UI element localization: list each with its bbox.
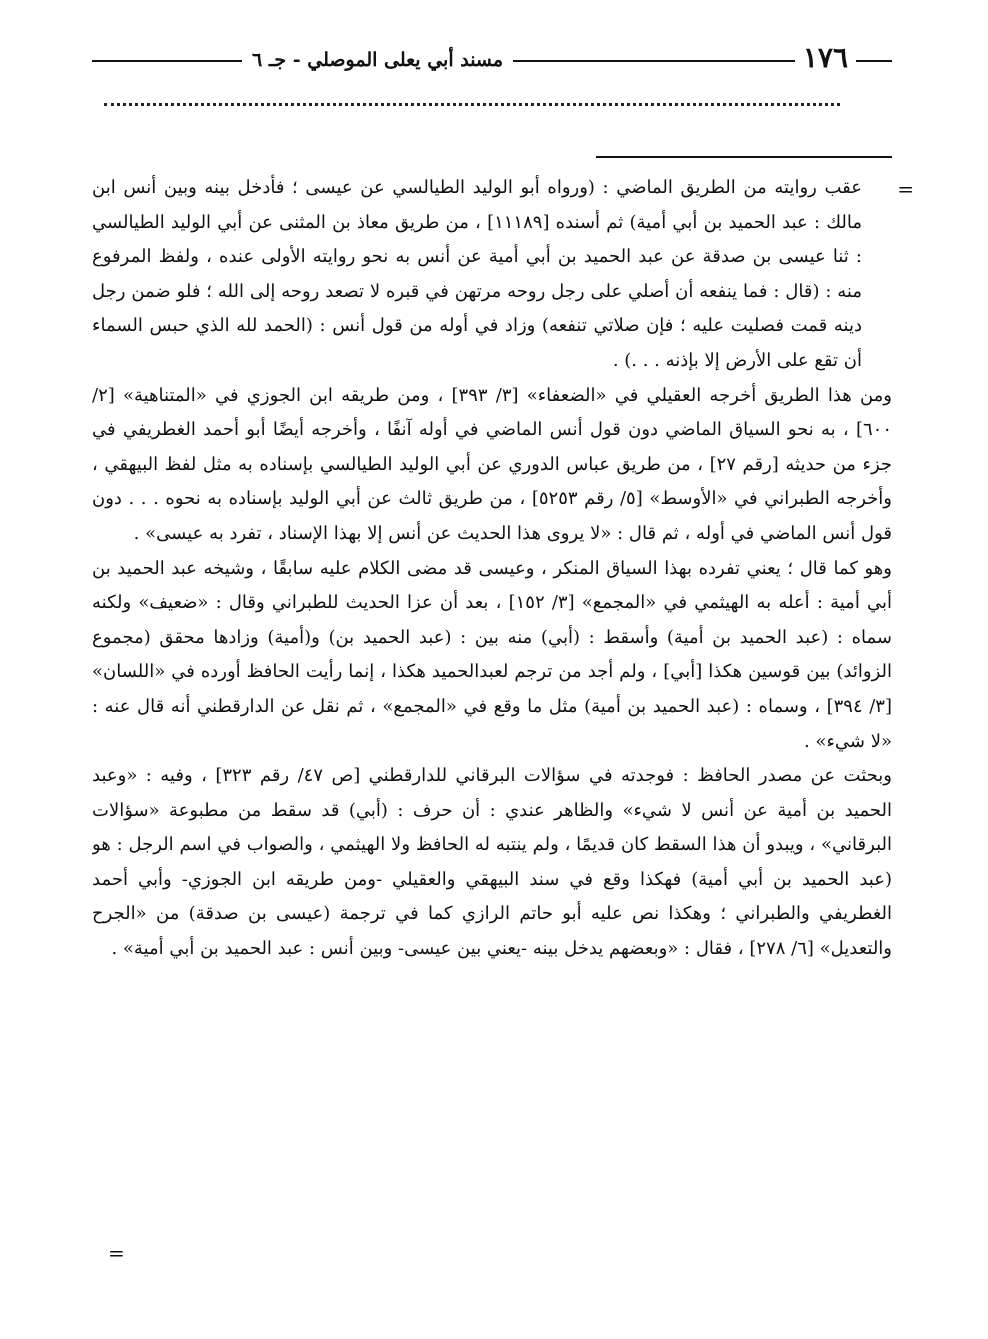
continuation-mark-start: = [897, 177, 914, 201]
footnote-body [92, 171, 892, 1291]
dotted-separator [104, 103, 840, 106]
paragraph-2: ومن هذا الطريق أخرجه العقيلي في «الضعفاء» [٣/ ٣٩٣] ، ومن طريقه ابن الجوزي في «المتناهية» [٢/ ٦٠٠] ، به نحو السياق الماضي دون قول أنس الماضي في أوله آنفًا ، وأخرجه أيضًا أبو أحمد الغطريفي في جزء من حديثه [رقم ٢٧] ، من طريق عباس الدوري عن أبي الوليد الطيالسي بإسناده به مثل لفظ البيهقي ، وأخرجه الطبراني في «الأوسط» [٥/ رقم ٥٢٥٣] ، من طريق ثالث عن أبي الوليد بإسناده به نحوه . . . دون قول أنس الماضي في أوله ، ثم قال : «لا يروى هذا الحديث عن أنس إلا بهذا الإسناد ، تفرد به عيسى» . [92, 384, 892, 544]
paragraph-1: عقب روايته من الطريق الماضي : (ورواه أبو الوليد الطيالسي عن عيسى ؛ فأدخل بينه وبين أنس ابن مالك : عبد الحميد بن أبي أمية) ثم أسنده [١١١٨٩] ، من طريق معاذ بن المثنى عن أبي الوليد الطيالسي : ثنا عيسى بن صدقة عن عبد الحميد بن أبي أمية عن أنس به نحو روايته الأولى عنده ، ولفظ المرفوع منه : (قال : فما ينفعه أن أصلي على رجل روحه مرتهن في قبره لا تصعد روحه إلى الله ؛ فلو ضمن رجل دينه قمت فصليت عليه ؛ فإن صلاتي تنفعه) وزاد في أوله من قول أنس : (الحمد لله الذي حبس السماء أن تقع على الأرض إلا بإذنه . . .) . [92, 177, 862, 371]
continuation-mark-end: = [108, 1241, 125, 1265]
paragraph-3: وهو كما قال ؛ يعني تفرده بهذا السياق المنكر ، وعيسى قد مضى الكلام عليه سابقًا ، وشيخه عبد الحميد بن أبي أمية : أعله به الهيثمي في «المجمع» [٣/ ١٥٢] ، بعد أن عزا الحديث للطبراني وقال : «ضعيف» ولكنه سماه : (عبد الحميد بن أمية) وأسقط : (أبي) منه بين : (عبد الحميد بن) و(أمية) وزادها محقق (مجموع الزوائد) بين قوسين هكذا [أبي] ، ولم أجد من ترجم لعبدالحميد هكذا ، إنما رأيت الحافظ أورده في «اللسان» [٣/ ٣٩٤] ، وسماه : (عبد الحميد بن أمية) مثل ما وقع في «المجمع» ، ثم نقل عن الدارقطني أنه قال عنه : «لا شيء» . [92, 557, 892, 752]
page-header [92, 38, 892, 78]
page-number: ١٧٦ [795, 38, 856, 78]
footnote-rule [596, 156, 892, 158]
paragraph-4: وبحثت عن مصدر الحافظ : فوجدته في سؤالات البرقاني للدارقطني [ص ٤٧/ رقم ٣٢٣] ، وفيه : «وعبد الحميد بن أمية عن أنس لا شيء» والظاهر عندي : أن حرف : (أبي) قد سقط من مطبوعة «سؤالات البرقاني» ، ويبدو أن هذا السقط كان قديمًا ، ولم ينتبه له الحافظ ولا الهيثمي ، والصواب في اسم الرجل : هو (عبد الحميد بن أبي أمية) فهكذا وقع في سند البيهقي والعقيلي -ومن طريقه ابن الجوزي- وأبي أحمد الغطريفي والطبراني ؛ وهكذا نص عليه أبو حاتم الرازي كما في ترجمة (عيسى بن صدقة) من «الجرح والتعديل» [٦/ ٢٧٨] ، فقال : «وبعضهم يدخل بينه -يعني بين عيسى- وبين أنس : عبد الحميد بن أبي أمية» . [92, 765, 892, 960]
running-title: مسند أبي يعلى الموصلي - جـ ٦ [242, 42, 513, 78]
